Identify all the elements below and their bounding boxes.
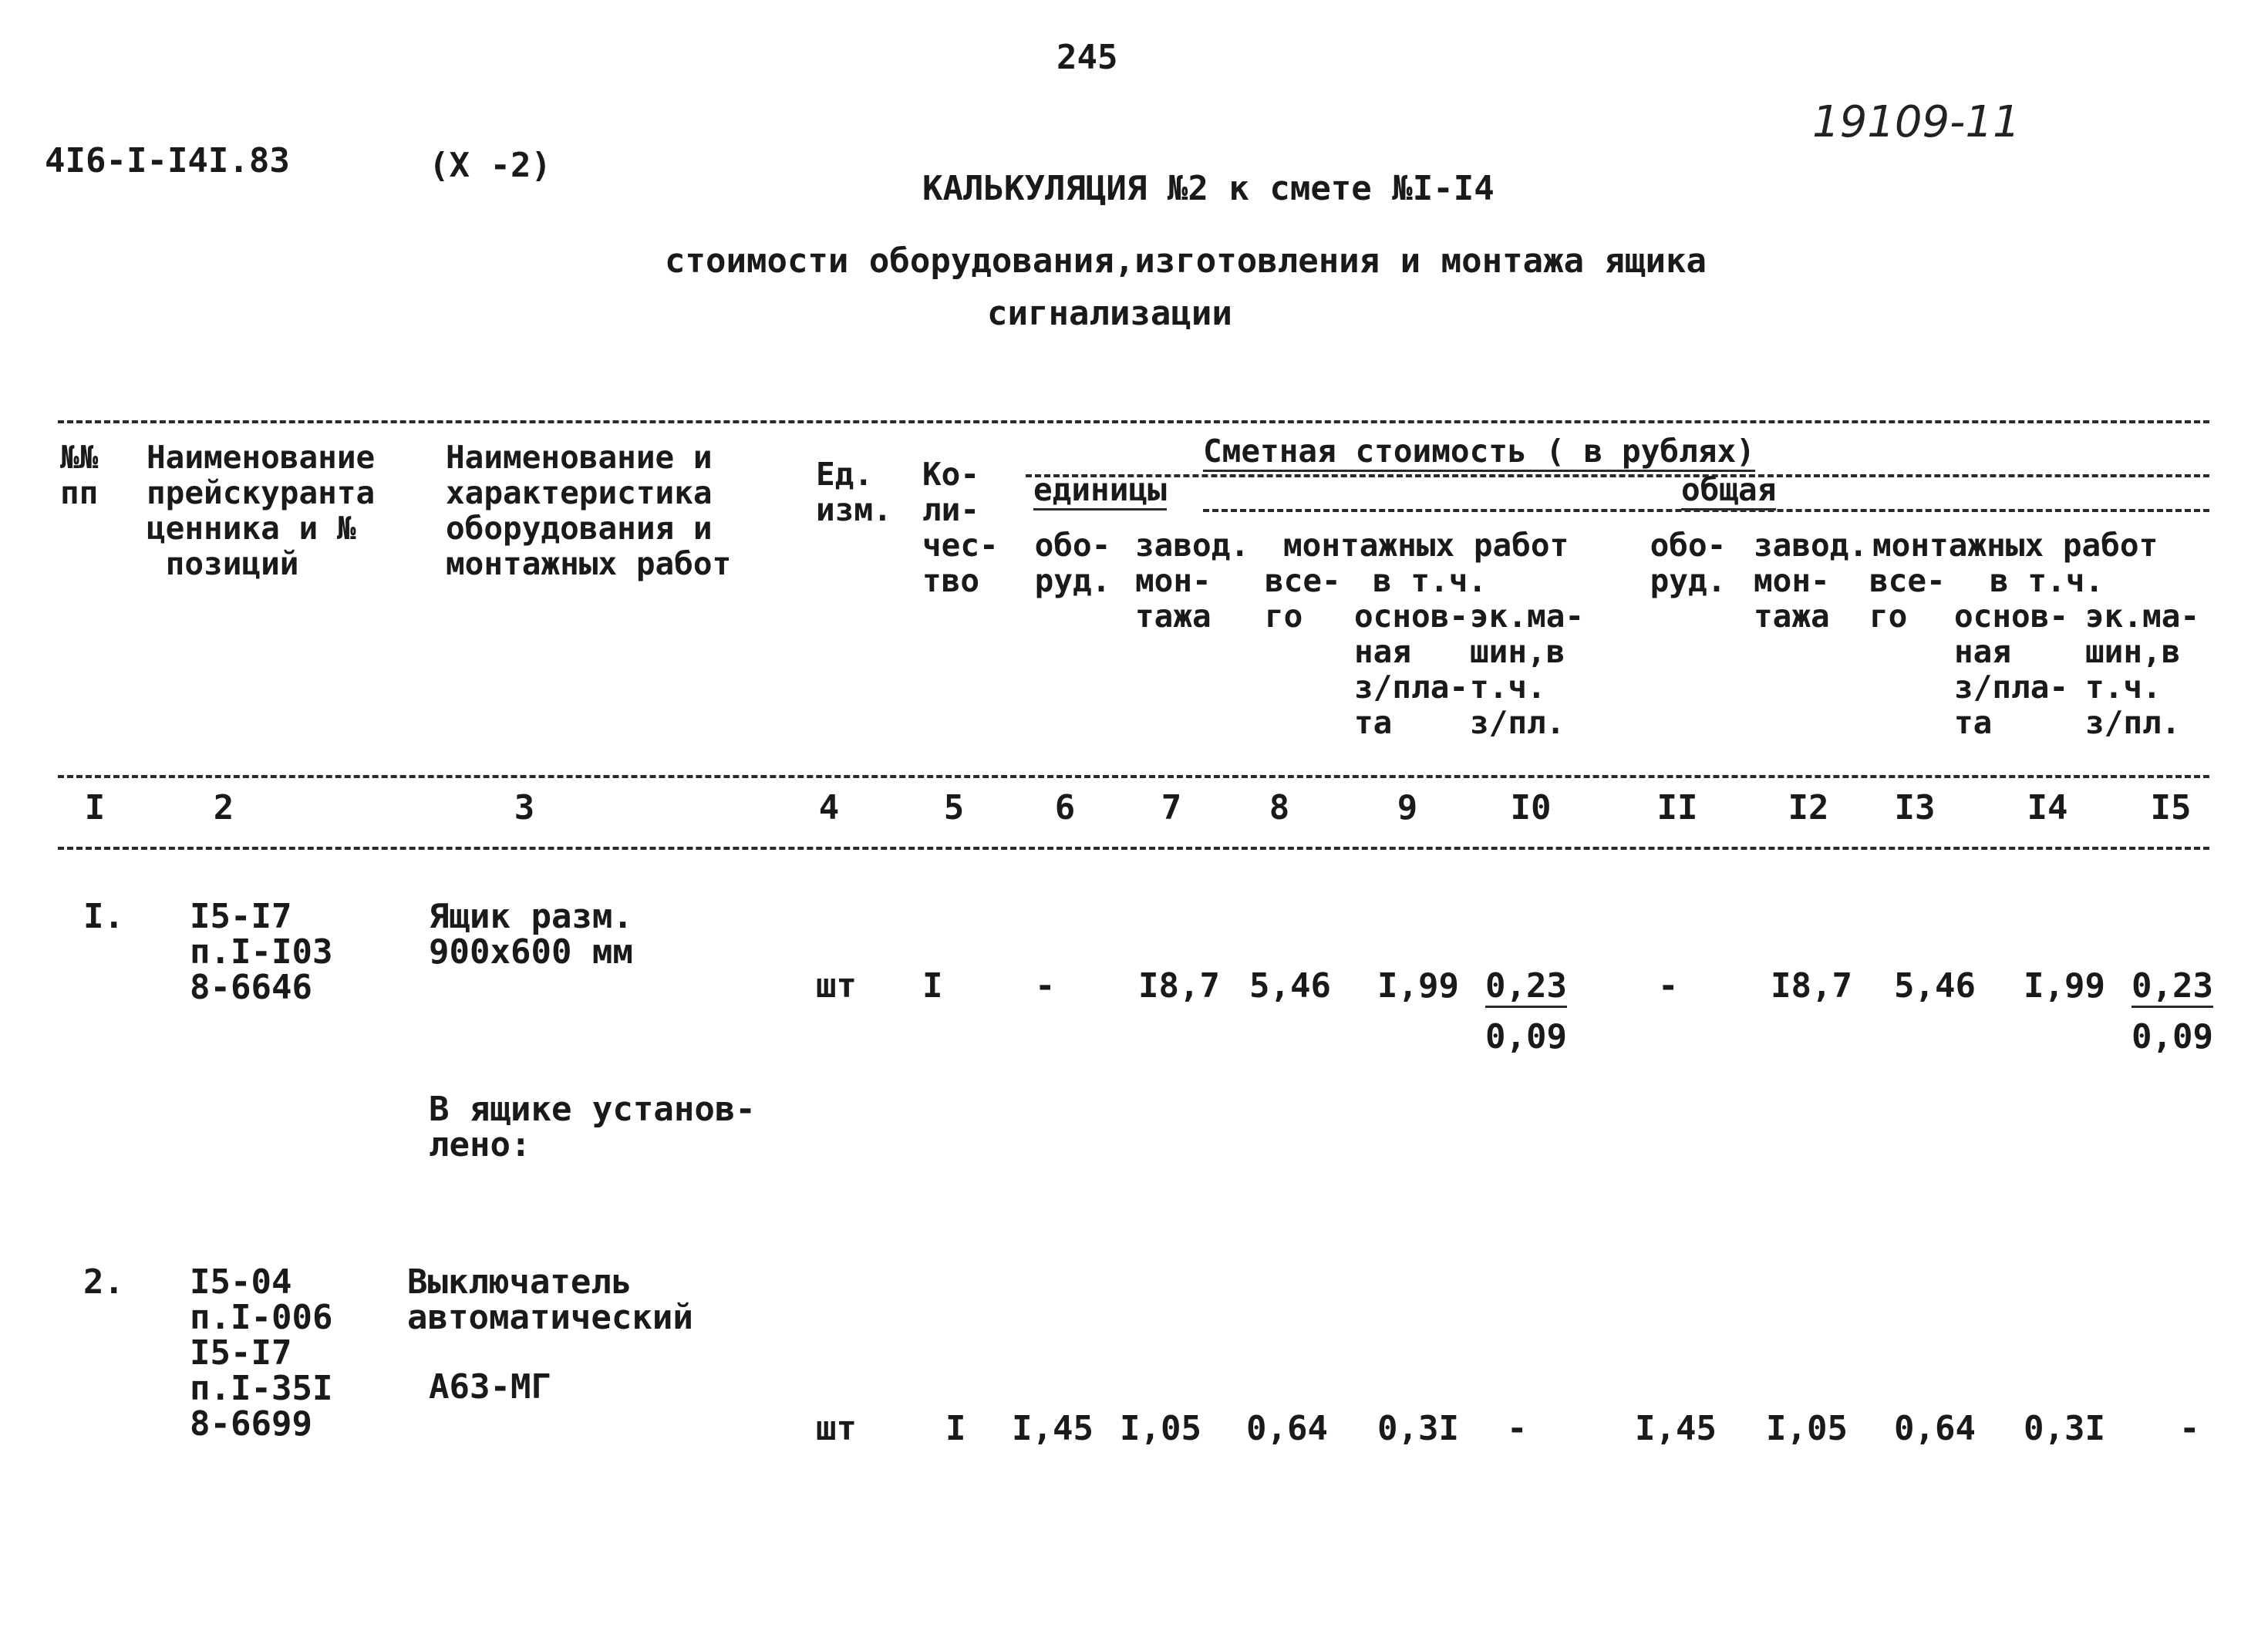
row2-factory-assembly-total: I,05 [1766, 1409, 1848, 1448]
row2-quantity: I [945, 1409, 966, 1448]
row2-installation-total-unit: 0,64 [1246, 1409, 1328, 1448]
column-number: 9 [1397, 788, 1418, 827]
row1-installation-total: 5,46 [1894, 966, 1976, 1006]
row2-item-name: Выключатель автоматический [407, 1262, 693, 1337]
row1-base-wage-total: I,99 [2024, 966, 2105, 1006]
row1-quantity: I [922, 966, 943, 1006]
column-number: I4 [2027, 788, 2068, 827]
column-number: I2 [1788, 788, 1829, 827]
header-group-rule-1 [1026, 474, 2209, 477]
column-number: I0 [1510, 788, 1552, 827]
row2-number: 2. [83, 1262, 124, 1302]
row2-price-reference: I5-04 п.I-006 I5-I7 п.I-35I 8-6699 [190, 1262, 333, 1444]
row2-item-model: А63-МГ [429, 1367, 551, 1407]
row2-installation-total: 0,64 [1894, 1409, 1976, 1448]
column-number: 8 [1269, 788, 1290, 827]
header-total-factory-assembly: завод. мон- тажа [1754, 527, 1869, 635]
column-number: 2 [213, 788, 234, 827]
header-unit-total: все- го [1265, 562, 1341, 635]
document-code: 4I6-I-I4I.83 [45, 141, 290, 180]
header-total-total: все- го [1869, 562, 1946, 635]
row2-equipment-total: I,45 [1635, 1409, 1717, 1448]
row1-machine-operation-unit: 0,23 [1485, 969, 1567, 1004]
row1-installation-total-unit: 5,46 [1249, 966, 1331, 1006]
row2-factory-assembly-unit: I,05 [1120, 1409, 1201, 1448]
column-number: I5 [2150, 788, 2192, 827]
header-unit-factory-assembly: завод. мон- тажа [1135, 527, 1250, 635]
column-number: II [1656, 788, 1698, 827]
column-number: I3 [1894, 788, 1936, 827]
handwritten-reference: 19109-11 [1812, 97, 2020, 147]
row1-price-reference: I5-I7 п.I-I03 8-6646 [190, 897, 333, 1007]
header-col-quantity: Ко- ли- чес- тво [922, 456, 999, 599]
header-col-price-list: Наименование прейскуранта ценника и № позиций [147, 439, 376, 582]
header-col-equipment-name: Наименование и характеристика оборудования и монтажных работ [446, 439, 732, 582]
header-group-per-unit: единицы [1033, 472, 1167, 507]
column-number: 6 [1054, 788, 1076, 827]
row1-factory-assembly-unit: I8,7 [1138, 966, 1220, 1006]
header-total-installation: монтажных работ [1872, 527, 2158, 564]
header-unit-equipment: обо- руд. [1034, 527, 1111, 599]
column-numbers-rule [58, 847, 2209, 850]
row2-base-wage-unit: 0,3I [1377, 1409, 1459, 1448]
row1-base-wage-unit: I,99 [1377, 966, 1459, 1006]
header-total-including: в т.ч. [1990, 562, 2105, 599]
header-group-estimated-cost: Сметная стоимость ( в рублях) [1203, 433, 1755, 469]
column-number: I [84, 788, 106, 827]
row1-machine-operation-total: 0,23 [2132, 969, 2213, 1004]
row1-equipment-total: - [1658, 966, 1679, 1006]
row1-machine-wage-total: 0,09 [2132, 1017, 2213, 1056]
document-variant: (X -2) [429, 146, 551, 185]
row2-equipment-unit: I,45 [1012, 1409, 1094, 1448]
page-number: 245 [1056, 38, 1118, 77]
document-title: КАЛЬКУЛЯЦИЯ №2 к смете №I-I4 [922, 169, 1495, 208]
header-unit-machine-operation: эк.ма- шин,в т.ч. з/пл. [1470, 598, 1585, 741]
row2-base-wage-total: 0,3I [2024, 1409, 2105, 1448]
row1-equipment-unit: - [1035, 966, 1056, 1006]
document-subtitle-line1: стоимости оборудования,изготовления и монтажа ящика [665, 241, 1707, 281]
column-number: 4 [818, 788, 840, 827]
row1-machine-wage-unit: 0,09 [1485, 1017, 1567, 1056]
column-number: 5 [943, 788, 965, 827]
installed-items-note: В ящике установ- лено: [429, 1090, 756, 1164]
header-total-base-wage: основ- ная з/пла- та [1954, 598, 2069, 741]
header-total-equipment: обо- руд. [1650, 527, 1727, 599]
row1-factory-assembly-total: I8,7 [1771, 966, 1852, 1006]
header-total-machine-operation: эк.ма- шин,в т.ч. з/пл. [2085, 598, 2200, 741]
row2-machine-operation-total: - [2179, 1409, 2200, 1448]
table-top-rule [58, 420, 2209, 423]
row1-number: I. [83, 897, 124, 936]
document-subtitle-line2: сигнализации [987, 294, 1232, 333]
row2-unit: шт [816, 1409, 857, 1448]
column-number: 3 [514, 788, 535, 827]
row1-item-name: Ящик разм. 900х600 мм [429, 897, 633, 972]
header-unit-including: в т.ч. [1373, 562, 1488, 599]
row1-unit: шт [816, 966, 857, 1006]
header-unit-installation: монтажных работ [1283, 527, 1569, 564]
header-col-number: №№ пп [60, 439, 99, 511]
header-bottom-rule [58, 775, 2209, 778]
header-unit-base-wage: основ- ная з/пла- та [1354, 598, 1469, 741]
header-col-unit: Ед. изм. [816, 456, 892, 528]
column-number: 7 [1161, 788, 1182, 827]
header-group-total: общая [1681, 472, 1776, 507]
row2-machine-operation-unit: - [1507, 1409, 1528, 1448]
